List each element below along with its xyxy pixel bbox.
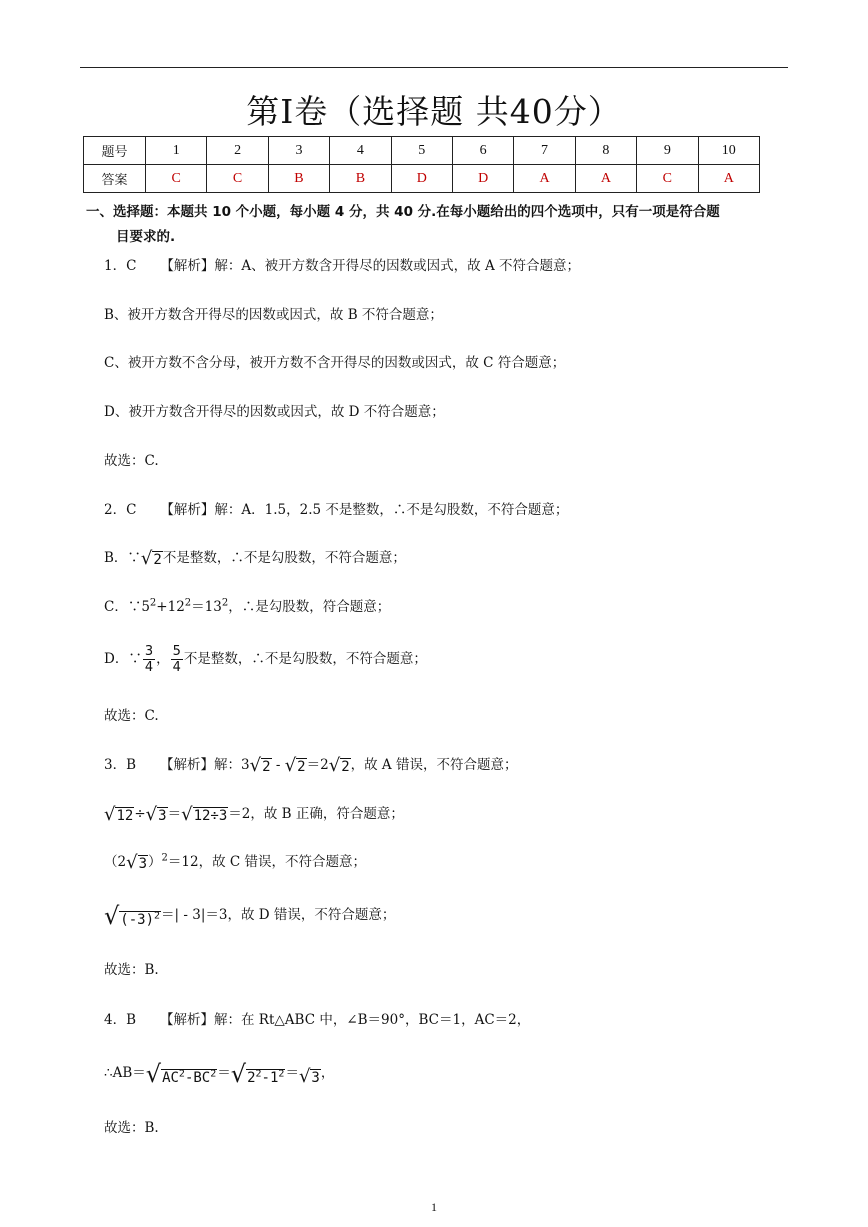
table-cell-number: 9 (637, 137, 698, 165)
denominator: 4 (144, 660, 154, 675)
radicand: 3 (138, 856, 148, 872)
header-rule (80, 67, 788, 68)
exponent: 2 (154, 910, 161, 922)
table-cell-number: 1 (146, 137, 207, 165)
sqrt-icon: √ (145, 1060, 162, 1088)
radicand (161, 1069, 217, 1086)
denominator: 4 (172, 660, 181, 675)
paren-open: （2 (104, 854, 127, 870)
sqrt-icon: √ (328, 755, 341, 776)
sqrt-expression (141, 550, 163, 568)
term: -BC (184, 1070, 211, 1086)
fraction (143, 644, 155, 675)
q1-option-b: B、被开方数含开得尽的因数或因式，故 B 不符合题意； (104, 307, 443, 323)
sqrt-icon: √ (104, 804, 116, 825)
q2-b-prefix: B．∵ (104, 550, 141, 566)
table-cell-answer: A (514, 165, 575, 193)
q1-option-a: A、被开方数含开得尽的因数或因式，故 A 不符合题意； (241, 258, 581, 274)
table-row-answers (84, 165, 760, 193)
table-cell-answer: C (146, 165, 207, 193)
radicand (246, 1069, 285, 1086)
coefficient: 3 (241, 757, 250, 773)
radicand: 12÷3 (193, 808, 228, 824)
sqrt-expression (126, 854, 148, 872)
operator: ＝2 (306, 757, 329, 773)
sqrt-expression (181, 806, 228, 824)
table-cell-answer: B (268, 165, 329, 193)
table-cell-answer: A (575, 165, 636, 193)
table-cell-number: 6 (452, 137, 513, 165)
exponent: 2 (210, 1068, 217, 1080)
q3-number: 3．B (104, 757, 137, 773)
term: AC (162, 1070, 179, 1086)
q1-answer: 故选：C. (104, 453, 159, 469)
table-cell-number: 7 (514, 137, 575, 165)
q2-c-term: +12 (156, 599, 185, 615)
q2-number: 2．C (104, 502, 137, 518)
sqrt-expression (104, 904, 161, 928)
section-heading-line: 一、选择题：本题共 10 个小题，每小题 4 分，共 40 分.在每小题给出的四个选项中，只有一项是符合题 (86, 204, 720, 220)
q4-computation (104, 1060, 334, 1086)
sqrt-expression (146, 806, 168, 824)
q2-option-b (104, 548, 406, 568)
numerator: 3 (144, 644, 154, 659)
exponent: 2 (184, 597, 192, 609)
table-cell-number: 10 (698, 137, 759, 165)
q4-number: 4．B (104, 1012, 137, 1028)
table-row-numbers (84, 137, 760, 165)
operator: ÷ (134, 806, 146, 822)
table-cell-answer: C (207, 165, 268, 193)
q3-analysis-tag: 【解析】解： (160, 757, 242, 773)
q3-b-text: ＝2，故 B 正确，符合题意； (228, 806, 404, 822)
sqrt-expression (250, 757, 272, 775)
operator: ＝ (167, 806, 182, 822)
q3-a-text: ，故 A 错误，不符合题意； (350, 757, 518, 773)
sqrt-expression (104, 806, 134, 824)
section-heading-line: 目要求的. (116, 229, 176, 245)
table-cell-number: 2 (207, 137, 268, 165)
q3-c-text: ＝12，故 C 错误，不符合题意； (167, 854, 366, 870)
row-label-number: 题号 (84, 137, 146, 165)
radicand-base: (-3) (120, 912, 155, 928)
q1-option-d: D、被开方数含开得尽的因数或因式，故 D 不符合题意； (104, 404, 445, 420)
q2-head-line (104, 500, 568, 520)
row-label-answer: 答案 (84, 165, 146, 193)
q4-text: ， (320, 1065, 335, 1081)
q2-c-text: ，∴是勾股数，符合题意； (228, 599, 391, 615)
exponent: 2 (149, 597, 157, 609)
q3-answer: 故选：B. (104, 962, 159, 978)
operator: ＝ (217, 1065, 231, 1081)
operator: ＝ (285, 1065, 299, 1081)
table-cell-answer: B (330, 165, 391, 193)
exponent: 2 (255, 1068, 262, 1080)
sqrt-icon: √ (230, 1060, 247, 1088)
numerator: 5 (172, 644, 181, 659)
table-cell-answer: D (452, 165, 513, 193)
radicand: 2 (153, 552, 162, 568)
exponent: 2 (278, 1068, 285, 1080)
radicand: 3 (158, 808, 167, 824)
q4-head-line (104, 1010, 530, 1030)
sqrt-expression (329, 757, 351, 775)
table-cell-number: 3 (268, 137, 329, 165)
q4-given: 在 Rt△ABC 中，∠B＝90°，BC＝1，AC＝2， (241, 1012, 531, 1028)
page-number: 1 (431, 1200, 437, 1214)
radicand: 2 (341, 759, 350, 775)
table-cell-answer: A (698, 165, 759, 193)
exponent: 2 (161, 852, 168, 864)
paren-close: ） (148, 854, 162, 870)
q4-analysis-tag: 【解析】解： (160, 1012, 242, 1028)
radicand: 2 (262, 759, 271, 775)
sqrt-expression (285, 757, 307, 775)
sqrt-expression (231, 1062, 286, 1086)
separator: ， (156, 651, 170, 667)
q2-option-c (104, 597, 390, 617)
q1-head-line (104, 256, 580, 276)
term: 2 (247, 1070, 256, 1086)
q3-head-line (104, 755, 517, 775)
q2-answer: 故选：C. (104, 708, 159, 724)
sqrt-icon: √ (140, 548, 153, 569)
exponent: 2 (221, 597, 229, 609)
sqrt-icon: √ (298, 1066, 311, 1087)
table-cell-answer: D (391, 165, 452, 193)
radicand: 3 (311, 1070, 320, 1086)
sqrt-expression (146, 1062, 218, 1086)
page-title: 第Ⅰ卷（选择题 共40分） (246, 92, 622, 131)
sqrt-icon: √ (284, 755, 297, 776)
sqrt-icon: √ (249, 755, 262, 776)
q2-analysis-tag: 【解析】解： (160, 502, 242, 518)
table-cell-answer: C (637, 165, 698, 193)
q2-d-prefix: D．∵ (104, 651, 142, 667)
sqrt-expression (299, 1068, 321, 1086)
term: -1 (261, 1070, 279, 1086)
radicand: 2 (297, 759, 306, 775)
q3-option-c (104, 852, 366, 872)
exponent: 2 (178, 1068, 185, 1080)
section-heading (86, 200, 786, 250)
q3-option-d (104, 902, 395, 928)
answer-table (83, 136, 760, 193)
q1-analysis-tag: 【解析】解： (160, 258, 242, 274)
q2-option-d (104, 644, 427, 675)
q2-option-a: A．1.5，2.5 不是整数，∴不是勾股数，不符合题意； (241, 502, 569, 518)
radicand (119, 911, 161, 928)
operator: - (271, 757, 285, 773)
radicand: 12 (116, 808, 134, 824)
q1-number: 1．C (104, 258, 137, 274)
q2-b-text: 不是整数，∴不是勾股数，不符合题意； (162, 550, 406, 566)
q2-c-term: ＝13 (191, 599, 222, 615)
sqrt-icon: √ (104, 902, 120, 930)
q4-prefix: ∴AB＝ (104, 1065, 146, 1081)
q2-d-text: 不是整数，∴不是勾股数，不符合题意； (183, 651, 427, 667)
sqrt-icon: √ (126, 852, 138, 873)
fraction (171, 644, 183, 675)
q3-d-text: ＝| - 3|＝3，故 D 错误，不符合题意； (161, 907, 396, 923)
table-cell-number: 4 (330, 137, 391, 165)
q3-option-b (104, 804, 404, 824)
sqrt-icon: √ (145, 804, 158, 825)
q2-c-prefix: C．∵5 (104, 599, 150, 615)
table-cell-number: 8 (575, 137, 636, 165)
sqrt-icon: √ (181, 804, 193, 825)
q4-answer: 故选：B. (104, 1120, 159, 1136)
table-cell-number: 5 (391, 137, 452, 165)
q1-option-c: C、被开方数不含分母，被开方数不含开得尽的因数或因式，故 C 符合题意； (104, 355, 566, 371)
